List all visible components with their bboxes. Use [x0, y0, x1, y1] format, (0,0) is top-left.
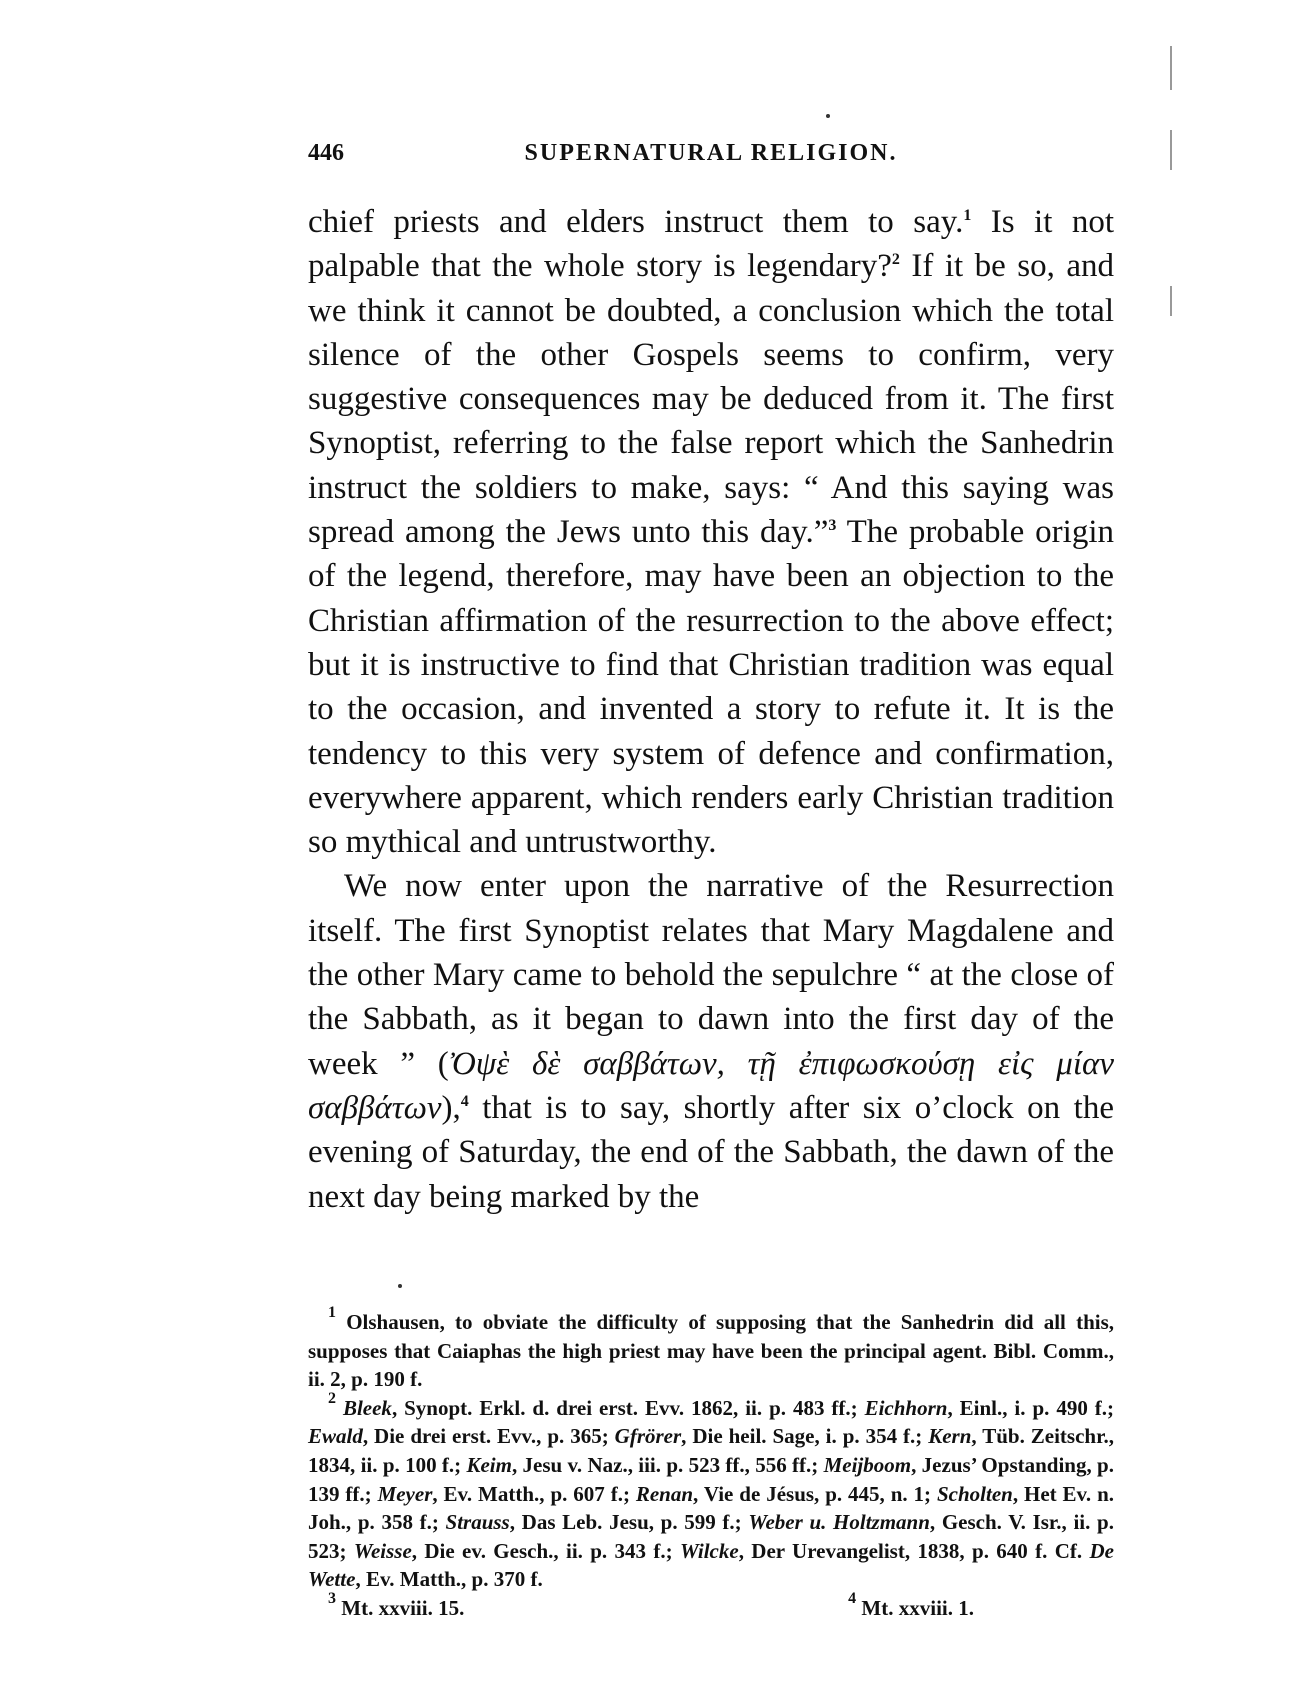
scan-speck: [826, 114, 830, 118]
greek-quotation: Ὀψὲ δὲ σαββάτων, τῇ ἐπιφωσκούσῃ εἰς μίαν σαββάτων: [308, 1045, 1114, 1126]
footnote: $^2$ Bleek, Synopt. Erkl. d. drei erst. Evv. 1862, ii. p. 483 ff.; Eichhorn, Einl., i. p. 490 f.; Ewald, Die drei erst. Evv., p. 365; Gfrörer, Die heil. Sage, i. p. 354 f.; Kern, Tüb. Zeitschr., 1834, ii. p. 100 f.; Keim, Jesu v. Naz., iii. p. 523 ff., 556 ff.; Meijboom, Jezus’ Opstanding, p. 139 ff.; Meyer, Ev. Matth., p. 607 f.; Renan, Vie de Jésus, p. 445, n. 1; Scholten, Het Ev. n. Joh., p. 358 f.; Strauss, Das Leb. Jesu, p. 599 f.; Weber u. Holtzmann, Gesch. V. Isr., ii. p. 523; Weisse, Die ev. Gesch., ii. p. 343 f.; Wilcke, Der Urevangelist, 1838, p. 640 f. Cf. De Wette, Ev. Matth., p. 370 f.: [308, 1389, 1115, 1592]
footnote-ref: 1: [963, 207, 972, 224]
footnote-mark: 4: [848, 1589, 857, 1607]
footnote-mark: 2: [328, 1389, 336, 1407]
page-header: [308, 140, 1114, 180]
scan-mark: [1170, 46, 1172, 90]
footnote-row: [308, 1589, 1114, 1622]
footnote-ref: 2: [891, 251, 900, 269]
page-number: 446: [308, 140, 344, 166]
body-text: [308, 200, 1114, 1219]
scan-mark: [1170, 286, 1172, 316]
footnote: $^4$ Mt. xxviii. 1.: [848, 1589, 974, 1620]
footnote-mark: 1: [328, 1304, 336, 1321]
paragraph: We now enter upon the narrative of the Resurrection itself. The first Synoptist relates that Mary Magdalene and the other Mary came to behold the sepulchre “ at the close of the Sabbath, as it began to dawn into the first day of the week ” (Ὀψὲ δὲ σαββάτων, τῇ ἐπιφωσκούσῃ εἰς μίαν σαββάτων),$^4$ that is to say, shortly after six o’clock on the evening of Saturday, the end of the Sabbath, the dawn of the next day being marked by the: [308, 868, 1114, 1215]
footnote-ref: 3: [828, 517, 837, 535]
footnote-ref: 4: [460, 1092, 469, 1110]
footnotes: [308, 1304, 1115, 1622]
paragraph: chief priests and elders instruct them to say.$^1$ Is it not palpable that the whole story is legendary?$^2$ If it be so, and we think it cannot be doubted, a conclusion which the total silence of the other Gospels seems to confirm, very suggestive consequences may be deduced from it. The first Synoptist, referring to the false report which the Sanhedrin instruct the soldiers to make, says: “ And this saying was spread among the Jews unto this day.”$^3$ The probable origin of the legend, therefore, may have been an objection to the Christian affirmation of the resurrection to the above effect; but it is instructive to find that Christian tradition was equal to the occasion, and invented a story to refute it. It is the tendency to this very system of defence and confirmation, everywhere apparent, which renders early Christian tradition so mythical and untrustworthy.: [308, 204, 1115, 861]
footnote: $^3$ Mt. xxviii. 15.: [328, 1589, 465, 1620]
footnote-mark: 3: [328, 1589, 336, 1607]
running-title: SUPERNATURAL RELIGION.: [524, 140, 898, 166]
scan-mark: [1170, 130, 1172, 170]
scan-speck: [398, 1284, 402, 1288]
footnote: $^1$ Olshausen, to obviate the difficulty of supposing that the Sanhedrin did all this, supposes that Caiaphas the high priest may have been the principal agent. Bibl. Comm., ii. 2, p. 190 f.: [308, 1304, 1115, 1392]
